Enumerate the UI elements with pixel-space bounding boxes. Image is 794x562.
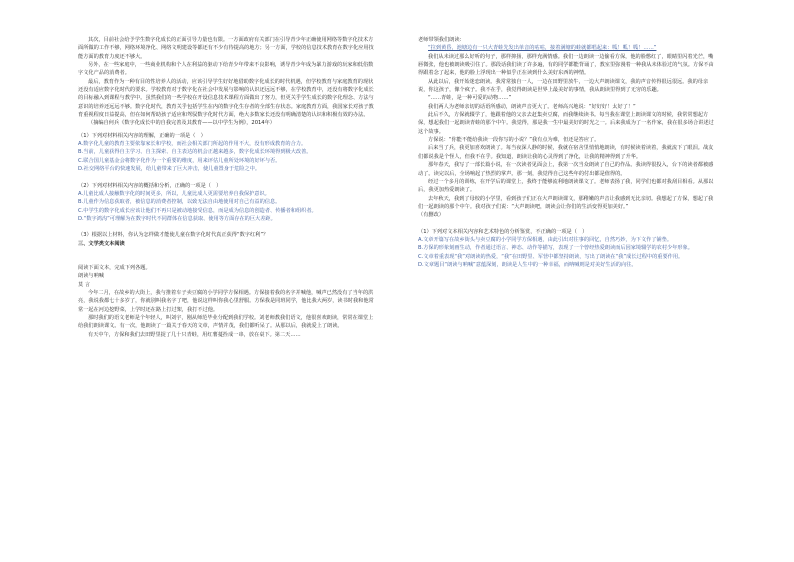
quoted-passage: “拉到黄昏，池塘边有一只大青蛙先发出单音的咕咕，接着满塘的蛙就都唱起来：呱！呱！呱！……” [428, 45, 657, 52]
story-paragraph: 经过一个多月的训练，在开学后的课堂上，我终于能够流利地朗读课文了。老师表扬了我，同学们也都对我刮目相看。从那以后，我更加热爱朗读了。 [418, 178, 714, 194]
story-question-1-stem: （1）下列对文本相关内容和艺术特色的分析鉴赏，不正确的一项是（ ） [418, 228, 588, 235]
story-paragraph: 此后不久，方保就辍学了，他跟着他的父亲去赶集卖豆腐，而我继续读书。每当我在课堂上朗读课文的时候，我常常想起方保，想起我们一起朗读青蛙的那个中午。我觉得，那是我一生中最美好的时光之一。后来我成为了一名作家，我在很多场合讲述过这个故事。 [418, 112, 714, 135]
question-1-option-b[interactable]: B.当前，儿童获得自主学习、自主探索、自主表达的机会正越来越多，数字化成长环境得到极大改善。 [78, 149, 312, 156]
question-2-stem: （2）下列对材料相关内容的概括和分析，正确的一项是（ ） [78, 182, 222, 189]
question-1-option-d[interactable]: D.社交网络平台的快速发展，给儿童带来了巨大冲击，使儿童置身于危险之中。 [78, 166, 261, 173]
story-question-1-option-b[interactable]: B.方保的形象刻画生动，作者通过语言、神态、动作等描写，表现了一个曾经热爱朗读而后因家境辍学的农村少年形象。 [418, 245, 693, 252]
question-2-option-d[interactable]: D.“数字鸿沟”可理解为在数字时代不同群体在信息获取、使用等方面存在的巨大差距。 [78, 215, 276, 222]
section-title: 三、文学类文本阅读 [78, 240, 125, 247]
question-2-option-a[interactable]: A.儿童比成人接触数字化的时间更多，所以，儿童比成人更需要培养自我保护意识。 [78, 190, 270, 197]
question-1-option-a[interactable]: A.数字化儿童的教育主要依靠家长和学校，而社会相关部门所起的作用不大，没有形成教育的合力。 [78, 141, 307, 148]
story-paragraph: 方保说：“你能不能给我读一段你写的小说？”我有点为难，但还是答应了。 [428, 137, 600, 144]
reading-prompt: 阅读下面文本，完成下列各题。 [78, 264, 151, 271]
intro-paragraph: 另外，在一些家庭中，一些商业机构和个人在利益的驱动下给青少年带来不良影响，诱导青少年成为暴力游戏的玩家和低俗数字文化产品的消费者。 [78, 62, 374, 77]
intro-paragraph: 最后，教育作为一种有目的性培养人的活动，应该引导学生好好地借助数字化成长的时代机遇，但学校教育与家庭教育的现状还没有适应数字化时代的要求。学校教育对于数字化在社会中发展与影响的认识还远远不够，在学校教育中，还没有将数字化成长的目标融入到课程与教学中。虽然我们的一些学校在开设信息技术课程方面做出了努力，但更关乎学生成长的数字化理念、方法与意识的培养还远远不够。数字化时代，教育关乎包括学生在内的数字化生存者的全部生存状态。家庭教育方面，我国家长对孩子教育重视程度日益提高，但在如何帮助孩子适应和驾驭数字化时代方面，绝大多数家长还没有明确清楚的认识和积极有效的办法。 [78, 78, 374, 119]
story-question-1-option-d[interactable]: D.文章题目“朗读与呐喊”意蕴深刻，朗读是人生中的一种幸福，而呐喊则是对美好生活的向往。 [418, 261, 637, 268]
question-3-stem: （3）根据以上材料，你认为怎样做才能使儿童在数字化时代真正获得“数字红利”？ [78, 232, 269, 239]
story-title: 朗读与呐喊 [78, 273, 104, 280]
teacher-line: 老师带领我们朗读： [418, 37, 465, 43]
story-question-1-option-c[interactable]: C.文章着重表现“我”对朗读的热爱，“我”在田野里、军营中都坚持朗读，写出了朗读在“我”成长过程中的重要作用。 [418, 253, 684, 260]
intro-paragraph: 其次，目前社会给予学生数字化成长的正面引导力量也有限。一方面政府有关部门在引导青少年正确使用网络等数字化技术方面所做的工作不够，网络环境净化、网络文明建设等都还有不少有待提高的地方；另一方面，学校的信息技术教育在数字化应用技能方面的教育力度还不够大。 [78, 37, 374, 60]
question-2-option-b[interactable]: B.儿童作为信息获取者，被信息的消费者控制，以致无法自由地使用对自己有益的信息。 [78, 199, 281, 206]
story-paragraph: 我们两人为老师亲切的话语所感动，朗读声音更大了。老师高兴地说：“好好好！太好了！” [428, 103, 636, 110]
story-paragraph: “……青蛙，是一种可爱的动物……” [428, 95, 512, 102]
story-paragraph: 我们从未读过那么好听的句子，那样抑扬，那样充满情感。我们一边朗读一边偷看方保，他的脸憋红了，眼睛里闪着光芒，嘴唇微张，他也被朗读吸引住了。那段话我们读了许多遍，有的同学都能背诵了，教室里弥漫着一种我从未体验过的气氛。方保不由得跟着念了起来，他的脸上浮现出一种似乎正在读到什么美好东西的神情。 [418, 53, 714, 77]
left-column [78, 36, 376, 548]
story-paragraph: 今年二月，在故乡的大街上，我与推着车子卖豆腐的小学同学方保相遇。方保接着我的名字并喊他，喊声已然没有了当年的洪亮，我说我都七十多岁了，你就别叫我名字了吧，他说这样叫你我心里舒服。方保我是同班同学，他比我大两岁，读书时我和他常常一起在河边挖野菜，上学时还在路上打过架，我打不过他。 [78, 289, 374, 313]
question-1-stem: （1）下列对材料相关内容的理解，正确的一项是（ ） [78, 132, 206, 139]
story-paragraph: 去年秋天，我到了母校的小学里，看到孩子们正在大声朗读课文，那稚嫩的声音让我感到无比亲切。我想起了方保，想起了我们一起朗读的那个中午。我对孩子们说：“大声朗读吧，朗读会让你们的生活变得更加美好。” [418, 195, 714, 210]
story-paragraph: 从此以后，我开始迷恋朗读。我常常独自一人，一边在田野里放牛，一边大声朗读课文，我的声音传得很远很远。我的母亲说，你这孩子，像个疯子。我不在乎，我觉得朗读是世界上最美好的事情，我从朗读里得到了无穷的乐趣。 [418, 78, 709, 94]
source-note: （摘编自何兵《数字化成长中的自我完善及其教育——以中学生为例》，2014年） [88, 120, 275, 127]
story-paragraph: 有天中午，方保和我们去田野里捉了几十只青蛙，用红薯蔓拴成一串，放在桌下。第二天…… [88, 331, 301, 338]
story-paragraph: 那时我们的语文老师是个年轻人，叫刘宇，刚从师范毕业分配到我们学校。刘老师教我们语文，他很喜欢朗读，常常在课堂上给我们朗读课文。有一次，他朗读了一篇关于春天的文章，声情并茂，我们都听呆了。从那以后，我就爱上了朗读。 [78, 314, 374, 330]
story-paragraph: 那年春天，我写了一部长篇小说，在一次读者见面会上，我第一次当众朗读了自己的作品。我读得很投入，台下的读者都被感动了。读完以后，全场响起了热烈的掌声。那一刻，我觉得自己这些年的付出都是值得的。 [418, 162, 714, 177]
story-paragraph: 后来当了兵，我更加喜欢朗读了。每当夜深人静的时候，我就在宿舍里悄悄地朗读，有时候读着读着，我就流下了眼泪。战友们都说我是个怪人，但我不在乎。我知道，朗读让我的心灵得到了净化，让我的精神得到了升华。 [418, 145, 714, 160]
question-1-option-c[interactable]: C.联合国儿童基金会将数字化作为一个重要的维度，用来评估儿童所处环境的好坏与否。 [78, 157, 281, 164]
excerpt-note: （有删改） [418, 212, 444, 219]
story-author: 莫 言 [78, 281, 91, 288]
question-2-option-c[interactable]: C.中学生的数字化成长应该让他们不再只是被动地接受信息，而是成为信息的创造者、传播者和组织者。 [78, 207, 317, 214]
right-column [418, 36, 718, 548]
story-question-1-option-a[interactable]: A.文章开篇写在故乡街头与卖豆腐的小学同学方保相遇，由此引出对往事的回忆，自然巧妙，为下文作了铺垫。 [418, 236, 673, 243]
